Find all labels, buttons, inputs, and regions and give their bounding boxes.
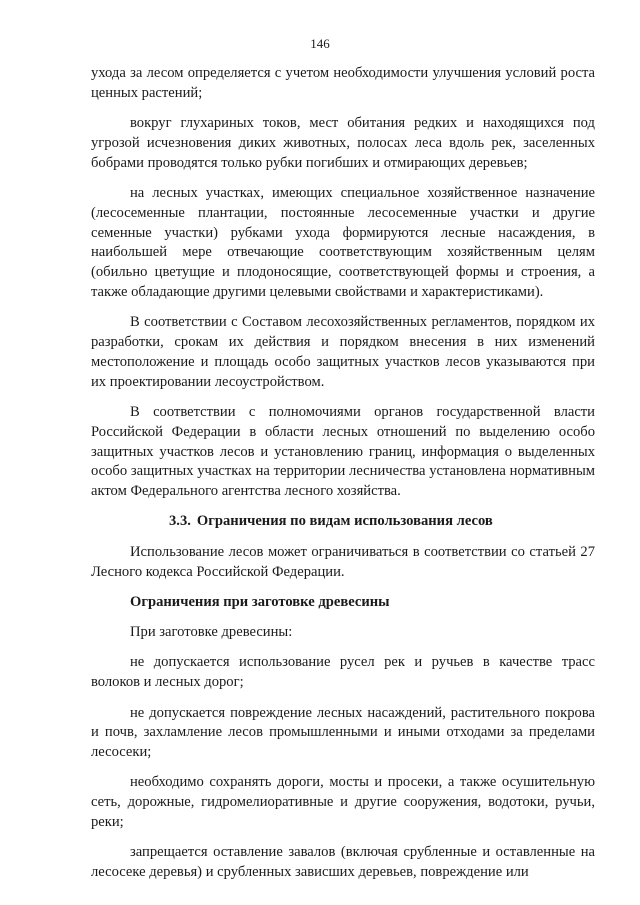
body-paragraph: В соответствии с полномочиями органов государственной власти Российской Федерации в области лесных отношений по выделению особо защитных участков лесов и установлению границ, информация о выделенных особо защитных участках на территории лесничества установлена нормативным актом Федерального агентства лесного хозяйства.	[91, 403, 595, 500]
body-paragraph: не допускается повреждение лесных насаждений, растительного покрова и почв, захламление лесов промышленными и иными отходами за пределами лесосеки;	[91, 704, 595, 761]
section-heading	[91, 512, 595, 532]
body-paragraph: При заготовке древесины:	[130, 624, 293, 641]
page-number: 146	[310, 36, 330, 51]
section-title: Ограничения по видам использования лесов	[196, 513, 493, 530]
body-paragraph: на лесных участках, имеющих специальное хозяйственное назначение (лесосеменные плантации, постоянные лесосеменные участки и другие семенные участки) рубками ухода формируются лесные насаждения, в наибольшей мере отвечающие соответствующим хозяйственным целям (обильно цветущие и плодоносящие, соответствующей формы и строения, а также обладающие другими целевыми свойствами и характеристиками).	[91, 184, 595, 300]
body-paragraph: В соответствии с Составом лесохозяйственных регламентов, порядком их разработки, срокам их действия и порядком внесения в них изменений местоположение и площадь особо защитных участков лесов указываются при их проектировании лесоустройством.	[91, 314, 595, 390]
document-body	[91, 64, 595, 883]
body-paragraph: не допускается использование русел рек и ручьев в качестве трасс волоков и лесных дорог;	[91, 654, 595, 691]
body-paragraph: Использование лесов может ограничиваться в соответствии со статьей 27 Лесного кодекса Российской Федерации.	[91, 543, 595, 580]
body-paragraph: вокруг глухариных токов, мест обитания редких и находящихся под угрозой исчезновения диких животных, полосах леса вдоль рек, заселенных бобрами проводятся только рубки погибших и отмирающих деревьев;	[91, 115, 595, 171]
body-paragraph: запрещается оставление завалов (включая срубленные и оставленные на лесосеке деревья) и срубленных зависших деревьев, повреждение или	[91, 844, 595, 881]
section-number: 3.3.	[169, 513, 191, 530]
subsection-heading: Ограничения при заготовке древесины	[130, 593, 390, 610]
body-paragraph: ухода за лесом определяется с учетом необходимости улучшения условий роста ценных растений;	[91, 65, 595, 101]
body-paragraph: необходимо сохранять дороги, мосты и просеки, а также осушительную сеть, дорожные, гидромелиоративные и другие сооружения, водотоки, ручьи, реки;	[91, 774, 595, 830]
